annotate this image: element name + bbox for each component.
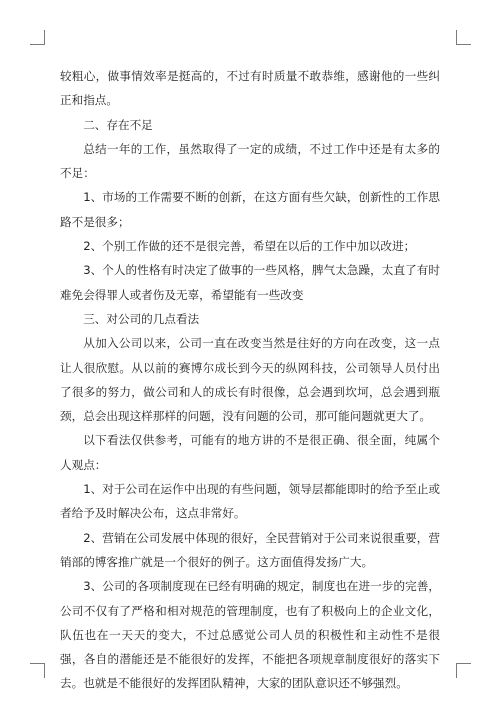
list-item: 2、营销在公司发展中体现的很好，全民营销对于公司来说很重要，营销部的博客推广就是一个很好的例子。这方面值得发扬广大。	[60, 530, 440, 569]
list-item: 3、公司的各项制度现在已经有明确的规定，制度也在进一步的完善，公司不仅有了严格和相对规范的管理制度，也有了积极向上的企业文化，队伍也在一天天的变大，不过总感觉公司人员的积极性和主动性不是很强，各自的潜能还是不能很好的发挥，不能把各项规章制度很好的落实下去。也就是不能很好的发挥团队精神，大家的团队意识还不够强烈。	[60, 579, 440, 691]
list-item: 1、市场的工作需要不断的创新，在这方面有些欠缺，创新性的工作思路不是很多；	[60, 190, 440, 229]
section-heading-shortcomings: 二、存在不足	[83, 117, 153, 132]
paragraph-continuation: 较粗心，做事情效率是挺高的，不过有时质量不敢恭维，感谢他的一些纠正和指点。	[60, 69, 440, 108]
list-item: 3、个人的性格有时决定了做事的一些风格，脾气太急躁，太直了有时难免会得罪人或者伤及无辜，希望能有一些改变	[60, 263, 440, 302]
list-item: 1、对于公司在运作中出现的有些问题，领导层都能即时的给予至止或者给予及时解决公布，这点非常好。	[60, 482, 440, 521]
list-item: 2、个别工作做的还不是很完善，希望在以后的工作中加以改进；	[83, 239, 416, 254]
paragraph: 从加入公司以来，公司一直在改变当然是往好的方向在改变，这一点让人很欣慰。从以前的赛博尔成长到今天的纵网科技，公司领导人员付出了很多的努力，做公司和人的成长有时很像，总会遇到坎坷，总会遇到瓶颈，总会出现这样那样的问题，没有问题的公司，那可能问题就更大了。	[60, 336, 440, 424]
paragraph: 以下看法仅供参考，可能有的地方讲的不是很正确、很全面，纯属个人观点：	[60, 433, 440, 472]
document-body	[60, 64, 440, 696]
crop-mark-bottom-right	[456, 663, 471, 678]
crop-mark-bottom-left	[30, 663, 45, 678]
section-heading-opinions: 三、对公司的几点看法	[83, 311, 200, 326]
paragraph: 总结一年的工作，虽然取得了一定的成绩，不过工作中还是有太多的不足：	[60, 141, 440, 181]
crop-mark-top-left	[30, 30, 45, 45]
crop-mark-top-right	[456, 30, 471, 45]
